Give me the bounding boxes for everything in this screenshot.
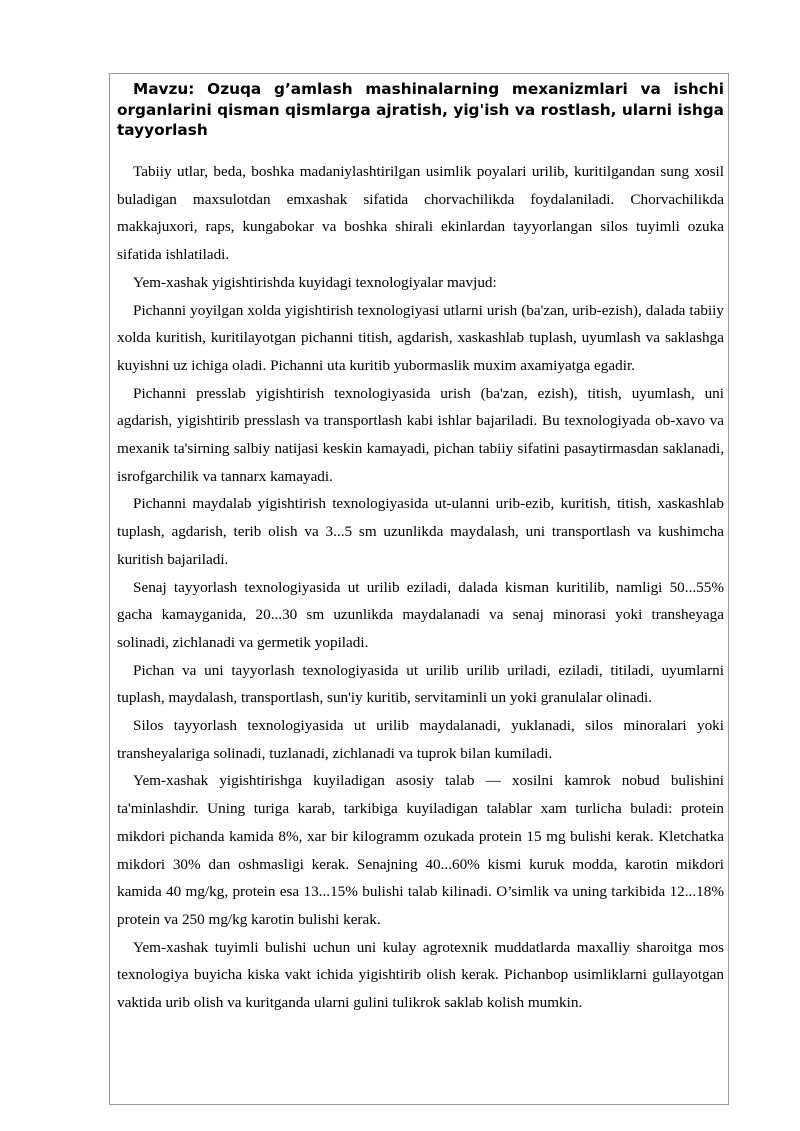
document-title <box>117 79 724 141</box>
paragraph: Pichanni yoyilgan xolda yigishtirish texnologiyasi utlarni urish (ba'zan, urib-ezish), dalada tabiiy xolda kuritish, kuritilayotgan pichanni titish, agdarish, xaskashlab tuplash, uyumlash va saklashga kuyishni uz ichiga oladi. Pichanni uta kuritib yubormaslik muxim axamiyatga egadir. <box>117 301 724 374</box>
paragraph: Tabiiy utlar, beda, boshka madaniylashtirilgan usimlik poyalari urilib, kuritilgandan sung xosil buladigan maxsulotdan emxashak sifatida chorvachilikda foydalaniladi. Chorvachilikda makkajuxori, raps, kungabokar va boshka shirali ekinlardan tayyorlangan silos tuyimli ozuka sifatida ishlatiladi. <box>117 163 724 264</box>
paragraph: Yem-xashak yigishtirishda kuyidagi texnologiyalar mavjud: <box>133 273 497 291</box>
paragraph: Pichanni maydalab yigishtirish texnologiyasida ut-ulanni urib-ezib, kuritish, titish, xaskashlab tuplash, agdarish, terib olish va 3...5 sm uzunlikda maydalash, uni transportlash va kushimcha kuritish bajariladi. <box>117 495 724 568</box>
document-body <box>117 158 724 1017</box>
paragraph: Senaj tayyorlash texnologiyasida ut urilib eziladi, dalada kisman kuritilib, namligi 50...55% gacha kamayganida, 20...30 sm uzunlikda maydalanadi va senaj minorasi yoki transheyaga solinadi, zichlanadi va germetik yopiladi. <box>117 578 724 651</box>
paragraph: Pichanni presslab yigishtirish texnologiyasida urish (ba'zan, ezish), titish, uyumlash, uni agdarish, yigishtirib presslash va transportlash kabi ishlar bajariladi. Bu texnologiyada ob-xavo va mexanik ta'sirning salbiy natijasi keskin kamayadi, pichan tabiiy sifatini pasaytirmasdan saklanadi, isrofgarchilik va tannarx kamayadi. <box>117 384 724 485</box>
paragraph: Pichan va uni tayyorlash texnologiyasida ut urilib urilib uriladi, eziladi, titiladi, uyumlarni tuplash, maydalash, transportlash, sun'iy kuritib, servitaminli un yoki granulalar olinadi. <box>117 661 724 707</box>
document-title-text: Mavzu: Ozuqa g’amlash mashinalarning mexanizmlari va ishchi organlarini qisman qismlarga ajratish, yig'ish va rostlash, ularni ishga tayyorlash <box>117 80 724 139</box>
paragraph: Yem-xashak tuyimli bulishi uchun uni kulay agrotexnik muddatlarda maxalliy sharoitga mos texnologiya buyicha kiska vakt ichida yigishtirib olish kerak. Pichanbop usimliklarni gullayotgan vaktida urib olish va kuritganda ularni gulini tulikrok saklab kolish mumkin. <box>117 938 724 1012</box>
paragraph: Yem-xashak yigishtirishga kuyiladigan asosiy talab — xosilni kamrok nobud bulishini ta'minlashdir. Uning turiga karab, tarkibiga kuyiladigan talablar xam turlicha buladi: protein mikdori pichanda kamida 8%, xar bir kilogramm ozukada protein 15 mg bulishi kerak. Kletchatka mikdori 30% dan oshmasligi kerak. Senajning 40...60% kismi kuruk modda, karotin mikdori kamida 40 mg/kg, protein esa 13...15% bulishi talab kilinadi. O’simlik va uning tarkibida 12...18% protein va 250 mg/kg karotin bulishi kerak. <box>117 772 724 928</box>
paragraph: Silos tayyorlash texnologiyasida ut urilib maydalanadi, yuklanadi, silos minoralari yoki transheyalariga solinadi, tuzlanadi, zichlanadi va tuprok bilan kumiladi. <box>117 717 724 762</box>
